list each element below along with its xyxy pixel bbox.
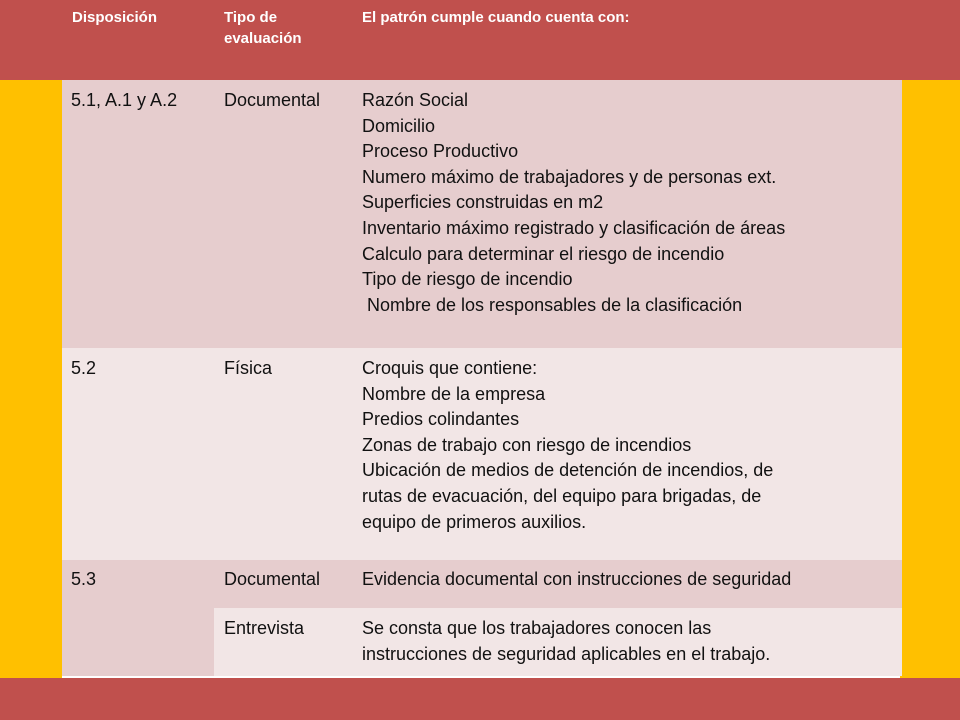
- merged-disposicion-cell: [62, 608, 214, 676]
- cell-requisitos: [362, 567, 897, 593]
- requisito-line: Tipo de riesgo de incendio: [362, 269, 573, 290]
- requisito-line: Inventario máximo registrado y clasificación de áreas: [362, 217, 786, 238]
- table-row: [62, 560, 902, 608]
- table-row: [62, 80, 902, 348]
- cell-requisitos: [362, 616, 897, 667]
- table-body: [62, 80, 902, 678]
- requisito-line: Se consta que los trabajadores conocen las: [362, 618, 712, 638]
- requisito-line: Calculo para determinar el riesgo de incendio: [362, 243, 725, 264]
- header-tipo-line1: Tipo de: [224, 9, 278, 26]
- requisito-line: Nombre de la empresa: [362, 383, 546, 404]
- requisito-line: Proceso Productivo: [362, 141, 519, 162]
- footer-band: [0, 678, 960, 720]
- requisito-line: Croquis que contiene:: [362, 358, 538, 378]
- cell-tipo: Documental: [224, 90, 321, 110]
- cell-disposicion: 5.2: [71, 358, 97, 378]
- cell-requisitos: [362, 356, 897, 535]
- cell-tipo: Entrevista: [224, 618, 305, 638]
- requisito-line: rutas de evacuación, del equipo para brigadas, de: [362, 485, 762, 506]
- cell-tipo: Documental: [224, 569, 321, 589]
- requisito-line: Ubicación de medios de detención de incendios, de: [362, 460, 774, 481]
- cell-tipo: Física: [224, 358, 273, 378]
- header-tipo-line2: evaluación: [224, 30, 302, 47]
- cell-requisitos: [362, 88, 897, 318]
- requisito-line: Predios colindantes: [362, 409, 520, 430]
- requisito-line: Numero máximo de trabajadores y de personas ext.: [362, 166, 777, 187]
- requisito-line: equipo de primeros auxilios.: [362, 511, 587, 532]
- requisito-line: Zonas de trabajo con riesgo de incendios: [362, 434, 692, 455]
- requisito-line: Domicilio: [362, 115, 436, 136]
- requisito-line: Superficies construidas en m2: [362, 192, 604, 213]
- requisito-line: Nombre de los responsables de la clasificación: [362, 294, 743, 315]
- cell-disposicion: 5.3: [71, 569, 97, 589]
- header-requisitos: El patrón cumple cuando cuenta con:: [362, 9, 630, 26]
- table-row: [62, 348, 902, 560]
- requisito-line: instrucciones de seguridad aplicables en el trabajo.: [362, 643, 771, 664]
- header-disposicion: Disposición: [72, 9, 158, 26]
- cell-disposicion: 5.1, A.1 y A.2: [71, 90, 178, 110]
- header-tipo-evaluacion: [224, 7, 302, 49]
- requisito-line: Razón Social: [362, 90, 469, 110]
- requisito-line: Evidencia documental con instrucciones de seguridad: [362, 569, 792, 589]
